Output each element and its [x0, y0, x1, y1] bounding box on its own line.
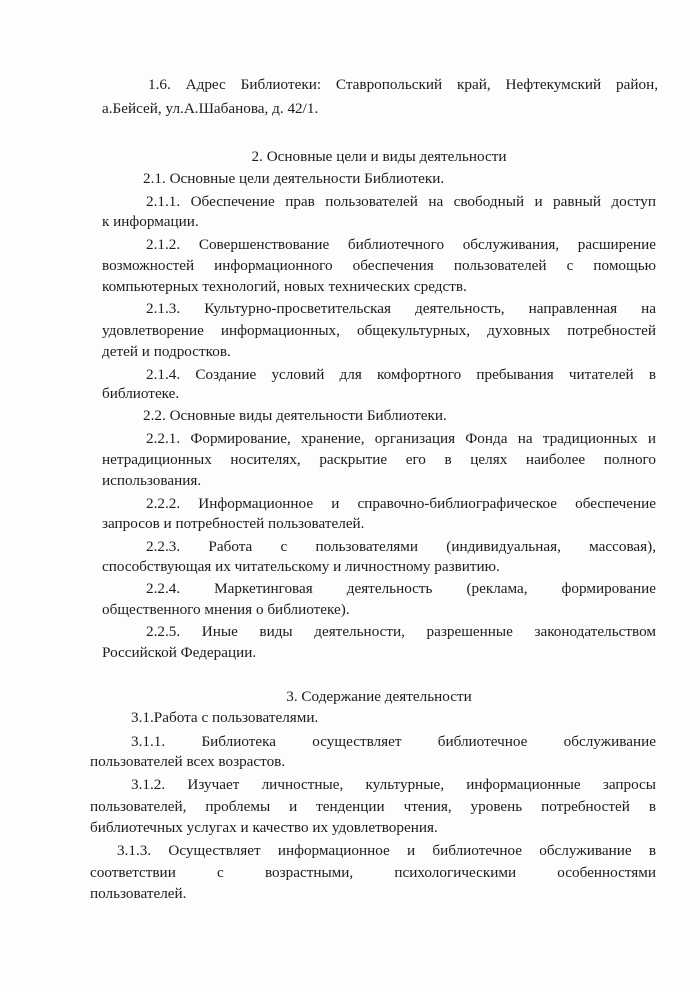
text-line: пользователей, проблемы и тенденции чтения, уровень потребностей в — [90, 798, 656, 815]
section-heading: 3. Содержание деятельности — [286, 688, 472, 705]
text-line: 2.2.2. Информационное и справочно-библиографическое обеспечение — [146, 495, 656, 512]
text-line: использования. — [102, 472, 202, 489]
text-line: 2.1.1. Обеспечение прав пользователей на свободный и равный доступ — [146, 193, 656, 210]
subsection-heading: 3.1.Работа с пользователями. — [131, 709, 319, 726]
text-line: 1.6. Адрес Библиотеки: Ставропольский край, Нефтекумский район, — [148, 76, 658, 93]
text-line: детей и подростков. — [102, 343, 231, 360]
text-line: Российской Федерации. — [102, 644, 257, 661]
text-line: 3.1.3. Осуществляет информационное и библиотечное обслуживание в — [117, 842, 656, 859]
text-line: пользователей. — [90, 885, 187, 902]
text-line: 3.1.1. Библиотека осуществляет библиотечное обслуживание — [131, 733, 656, 750]
text-line: а.Бейсей, ул.А.Шабанова, д. 42/1. — [102, 100, 319, 117]
text-line: 2.1.3. Культурно-просветительская деятельность, направленная на — [146, 300, 656, 317]
text-line: удовлетворение информационных, общекультурных, духовных потребностей — [102, 322, 656, 339]
text-line: возможностей информационного обеспечения пользователей с помощью — [102, 257, 656, 274]
text-line: к информации. — [102, 213, 199, 230]
text-line: соответствии с возрастными, психологическими особенностями — [90, 864, 656, 881]
text-line: библиотеке. — [102, 385, 180, 402]
subsection-heading: 2.2. Основные виды деятельности Библиотеки. — [143, 407, 447, 424]
text-line: 2.2.4. Маркетинговая деятельность (реклама, формирование — [146, 580, 656, 597]
text-line: 2.1.2. Совершенствование библиотечного обслуживания, расширение — [146, 236, 656, 253]
text-line: компьютерных технологий, новых технических средств. — [102, 278, 467, 295]
text-line: нетрадиционных носителях, раскрытие его в целях наиболее полного — [102, 451, 656, 468]
subsection-heading: 2.1. Основные цели деятельности Библиотеки. — [143, 170, 445, 187]
text-line: общественного мнения о библиотеке). — [102, 601, 350, 618]
text-line: 2.2.5. Иные виды деятельности, разрешенные законодательством — [146, 623, 656, 640]
text-line: пользователей всех возрастов. — [90, 753, 286, 770]
text-line: способствующая их читательскому и личностному развитию. — [102, 558, 500, 575]
text-line: 2.1.4. Создание условий для комфортного пребывания читателей в — [146, 366, 656, 383]
text-line: 2.2.3. Работа с пользователями (индивидуальная, массовая), — [146, 538, 656, 555]
text-line: запросов и потребностей пользователей. — [102, 515, 365, 532]
text-line: библиотечных услугах и качество их удовлетворения. — [90, 819, 438, 836]
text-line: 3.1.2. Изучает личностные, культурные, информационные запросы — [131, 776, 656, 793]
text-line: 2.2.1. Формирование, хранение, организация Фонда на традиционных и — [146, 430, 656, 447]
section-heading: 2. Основные цели и виды деятельности — [251, 148, 507, 165]
